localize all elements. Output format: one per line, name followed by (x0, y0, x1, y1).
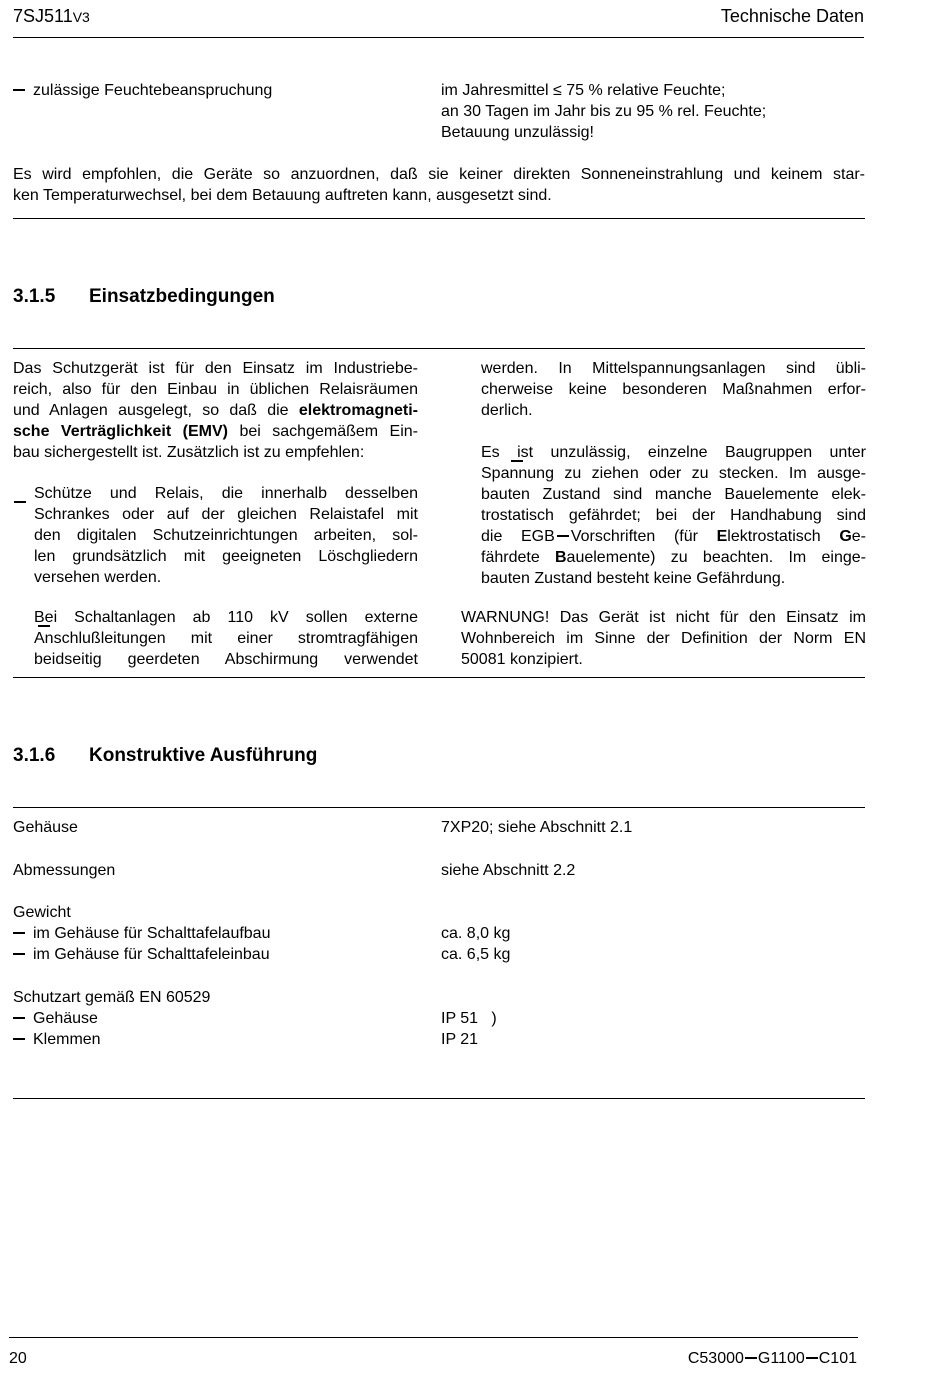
bullet-schaltanlagen: Bei Schaltanlagen ab 110 kV sollen externe Anschlußleitungen mit einer stromtragfähigen beidseitig geerdeten Abschirmung verwendet (34, 609, 418, 668)
gewicht-einbau-label: im Gehäuse für Schalttafeleinbau (13, 944, 270, 965)
bullet-schuetze: Schütze und Relais, die innerhalb desselben Schrankes oder auf der gleichen Relaistafel mit den digitalen Schutzeinrichtungen arbeiten, sol- len grundsätzlich mit geeigneten Löschgliedern versehen werden. (34, 485, 418, 586)
gewicht-aufbau-value: ca. 8,0 kg (441, 925, 511, 942)
section-316-bottom-rule (13, 1098, 865, 1099)
dash-icon (557, 535, 569, 537)
model-number: 7SJ511 (13, 6, 73, 26)
bullet-egb: Es ist unzulässig, einzelne Baugruppen unter Spannung zu ziehen oder zu stecken. Im ausge- bauten Zustand sind manche Bauelemente elek- trostatisch gefährdet; bei der Handhabung sind die EGB Vorschriften (für Elektrostatisch Ge- fährdete Bauelemente) zu beachten. Im einge- bauten Zustand besteht keine Gefährdung. (481, 444, 867, 587)
document-number: C53000 G1100 C101 (687, 1350, 857, 1367)
section-316-top-rule (13, 807, 865, 808)
schutzart-label: Schutzart gemäß EN 60529 (13, 989, 211, 1006)
dash-icon (13, 1038, 25, 1040)
gehaeuse-value: 7XP20; siehe Abschnitt 2.1 (441, 819, 633, 836)
continuation-paragraph: werden. In Mittelspannungsanlagen sind übli- cherweise keine besonderen Maßnahmen erfor- derlich. (481, 360, 866, 419)
abmessungen-label: Abmessungen (13, 862, 116, 879)
schutzart-klemmen-label: Klemmen (13, 1029, 101, 1050)
model-suffix: V3 (72, 9, 90, 25)
abmessungen-value: siehe Abschnitt 2.2 (441, 862, 576, 879)
dash-icon (14, 501, 26, 503)
gewicht-label: Gewicht (13, 904, 71, 921)
dash-icon (13, 1017, 25, 1019)
section-rule (13, 218, 865, 219)
page-number: 20 (9, 1350, 27, 1367)
header-rule (13, 37, 864, 38)
section-number: 3.1.6 (13, 745, 56, 766)
section-315-bottom-rule (13, 677, 865, 678)
humidity-value-1: im Jahresmittel ≤ 75 % relative Feuchte; (441, 82, 726, 99)
section-title: Einsatzbedingungen (89, 286, 275, 307)
humidity-value-3: Betauung unzulässig! (441, 124, 594, 141)
humidity-note: Es wird empfohlen, die Geräte so anzuordnen, daß sie keiner direkten Sonneneinstrahlung und keinem star- ken Temperaturwechsel, bei dem Betauung auftreten kann, ausgesetzt sind. (13, 166, 865, 204)
gewicht-aufbau-label: im Gehäuse für Schalttafelaufbau (13, 923, 270, 944)
section-title: Konstruktive Ausführung (89, 745, 318, 766)
humidity-label: zulässige Feuchtebeanspruchung (13, 80, 272, 101)
gehaeuse-label: Gehäuse (13, 819, 78, 836)
schutzart-gehaeuse-label: Gehäuse (13, 1008, 98, 1029)
schutzart-klemmen-value: IP 21 (441, 1031, 479, 1048)
humidity-value-2: an 30 Tagen im Jahr bis zu 95 % rel. Feuchte; (441, 103, 767, 120)
dash-icon (13, 89, 25, 91)
header-title: Technische Daten (720, 6, 864, 26)
emv-paragraph: Das Schutzgerät ist für den Einsatz im Industriebe- reich, also für den Einbau in üblichen Relaisräumen und Anlagen ausgelegt, so daß die elektromagneti- sche Verträglichkeit (EMV) bei sachgemäßem Ein- bau sichergestellt ist. Zusätzlich ist zu empfehlen: (13, 360, 418, 461)
schutzart-gehaeuse-value: IP 51 ) (441, 1010, 497, 1027)
header-model (13, 6, 90, 28)
section-number: 3.1.5 (13, 286, 56, 307)
section-315-top-rule (13, 348, 865, 349)
gewicht-einbau-value: ca. 6,5 kg (441, 946, 511, 963)
dash-icon (806, 1357, 818, 1359)
dash-icon (13, 953, 25, 955)
section-316-heading (13, 745, 317, 767)
footer-rule (9, 1337, 858, 1338)
dash-icon (13, 932, 25, 934)
section-315-heading (13, 286, 275, 308)
warning-paragraph: WARNUNG! Das Gerät ist nicht für den Einsatz im Wohnbereich im Sinne der Definition der Norm EN 50081 konzipiert. (461, 609, 866, 668)
dash-icon (745, 1357, 757, 1359)
